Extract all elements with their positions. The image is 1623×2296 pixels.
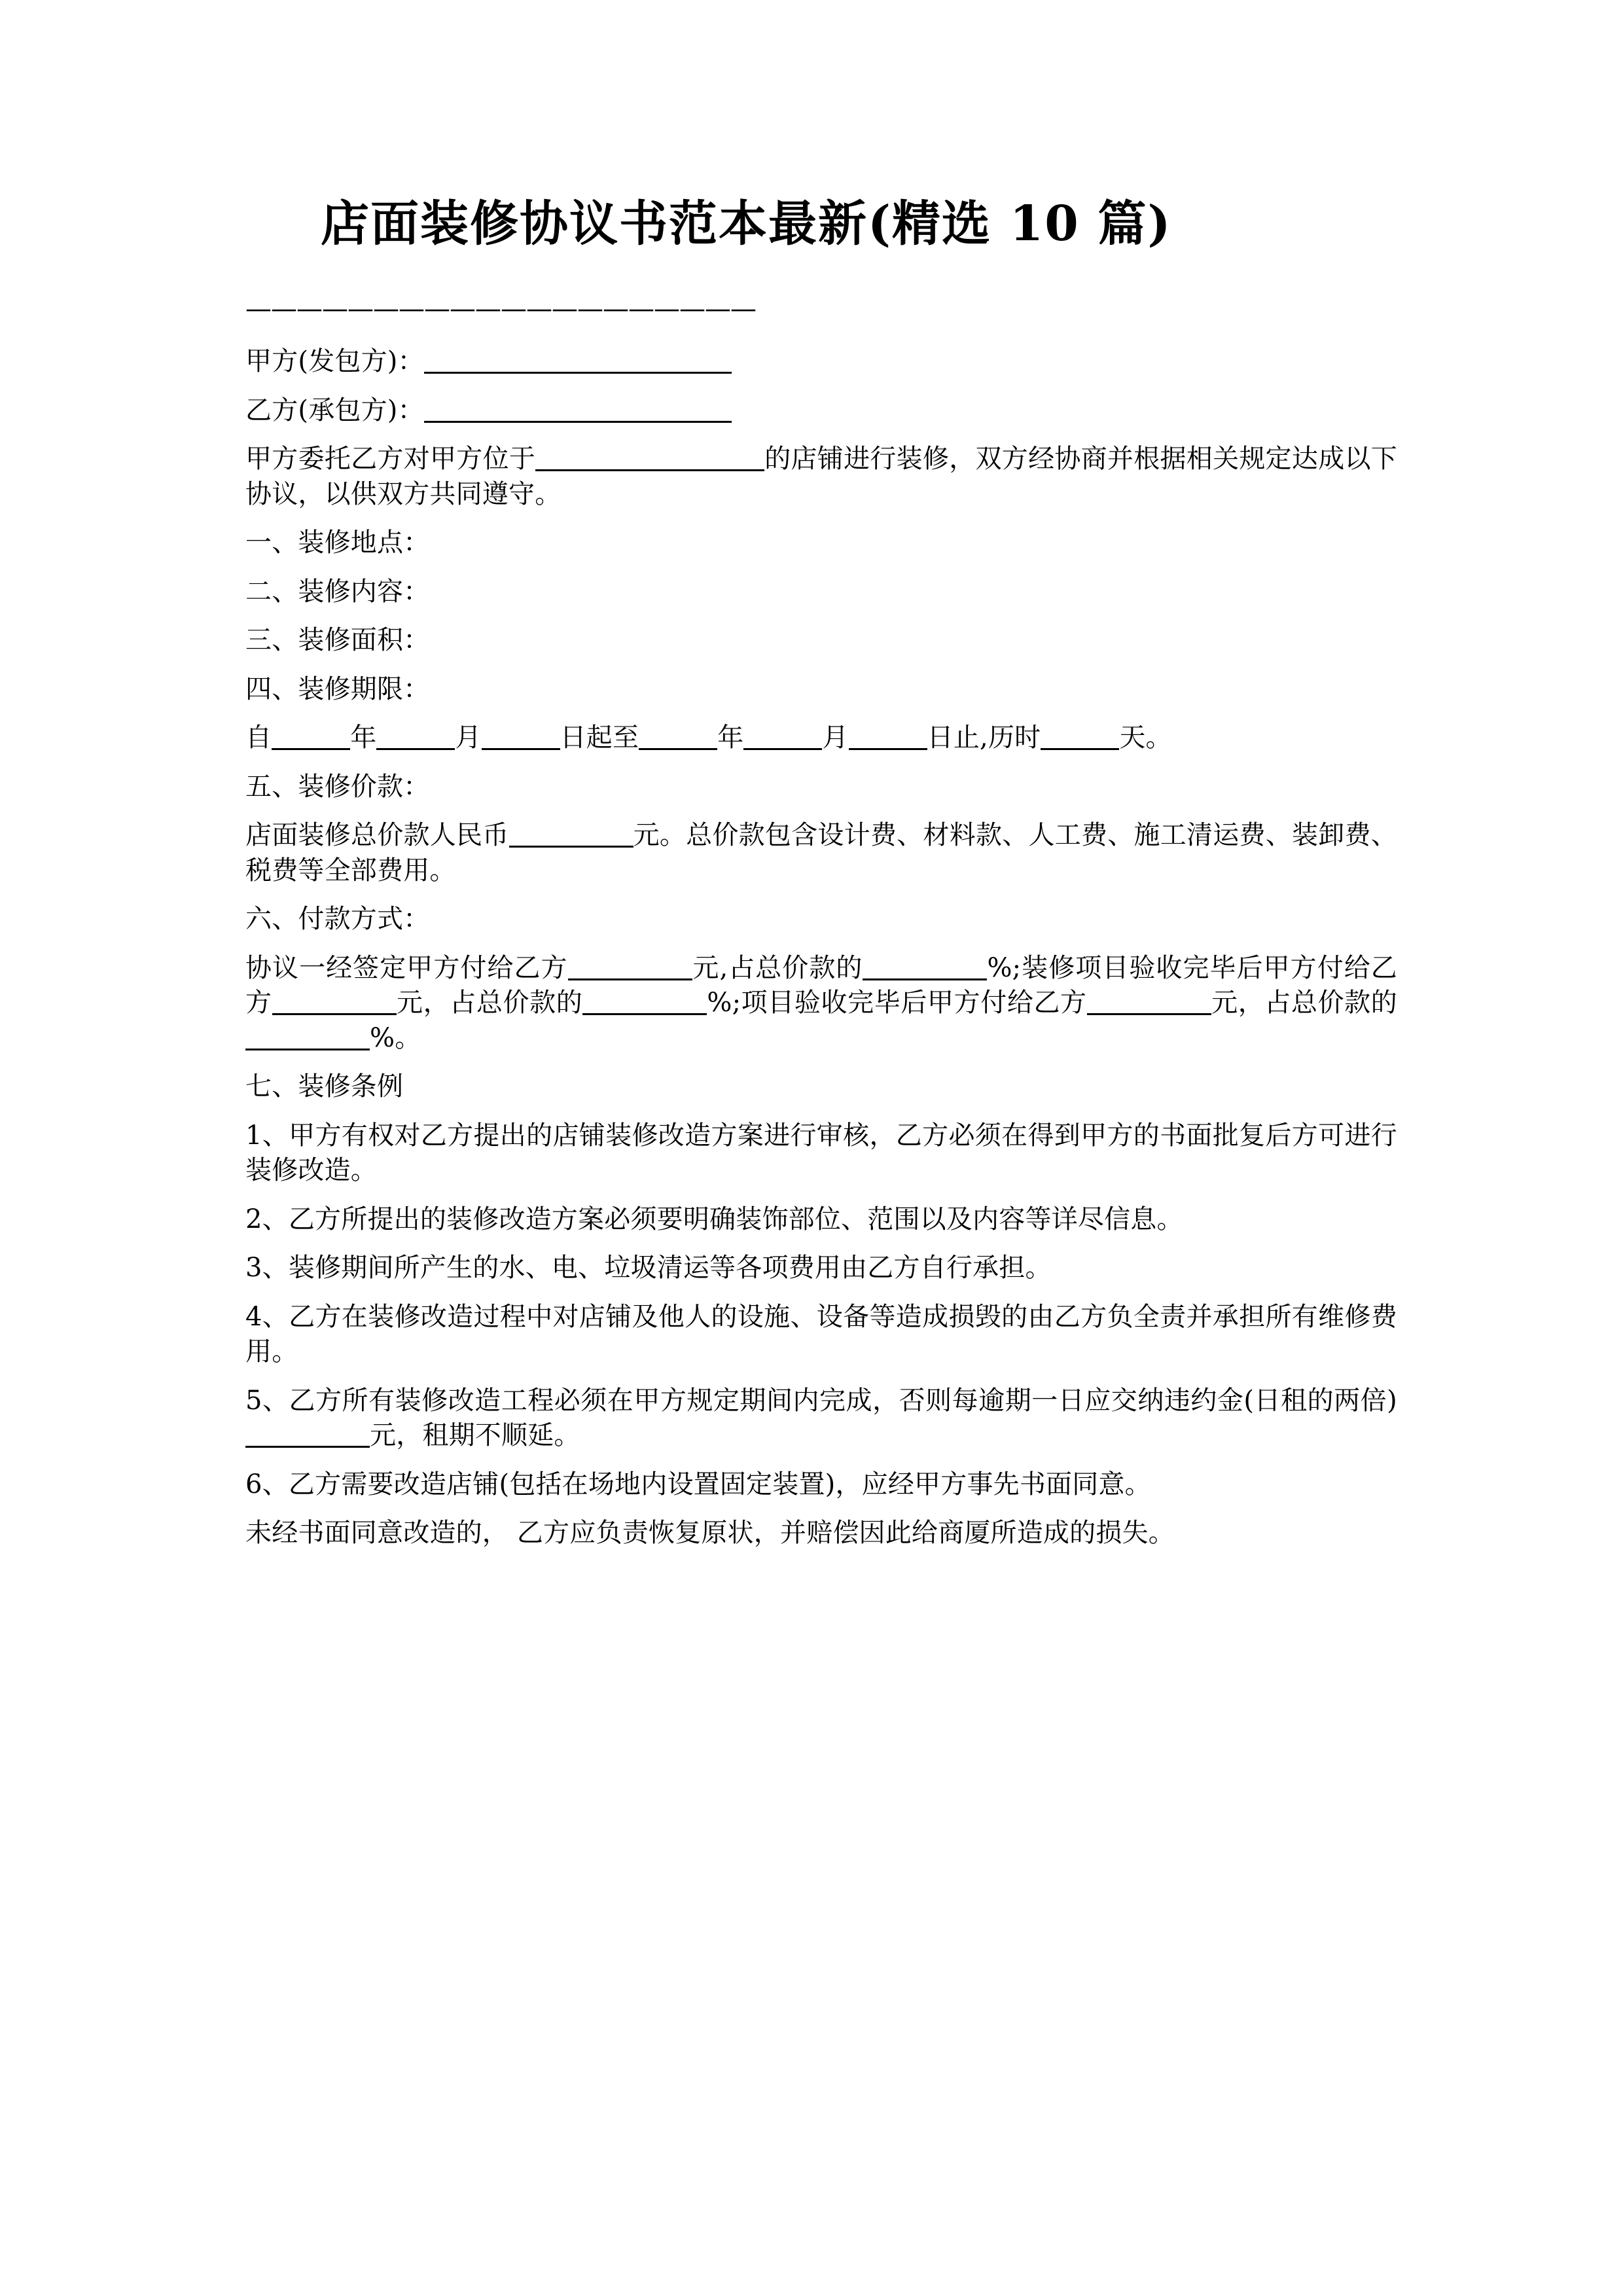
preamble-lead: 甲方委托乙方对甲方位于 <box>245 444 536 474</box>
party-b-label: 乙方(承包方)： <box>245 395 424 425</box>
section-heading-2: 二、装修内容： <box>245 576 430 607</box>
page-title: 店面装修协议书范本最新(精选 10 篇) <box>321 196 1172 252</box>
payment-part-3: %;装修项目验收完毕后甲方付给乙方 <box>245 952 1397 1018</box>
separator-rule: ———————————————————— <box>245 294 756 324</box>
payment-percent-2-blank[interactable] <box>582 994 707 1015</box>
party-b-line <box>245 393 1397 429</box>
duration-from-label: 自 <box>245 723 272 753</box>
price-paragraph <box>245 818 1397 888</box>
payment-paragraph <box>245 951 1397 1056</box>
section-heading-6: 六、付款方式： <box>245 904 430 934</box>
clause-item-4: 4、乙方在装修改造过程中对店铺及他人的设施、设备等造成损毁的由乙方负全责并承担所有维修费用。 <box>245 1301 1397 1367</box>
payment-part-1: 协议一经签定甲方付给乙方 <box>245 952 568 983</box>
preamble-tail: 的店铺进行装修，双方经协商并根据相关规定达成以下协议，以供双方共同遵守。 <box>245 444 1397 509</box>
payment-percent-1-blank[interactable] <box>863 959 987 980</box>
price-lead: 店面装修总价款人民币 <box>245 820 509 850</box>
section-heading-1: 一、装修地点： <box>245 528 430 558</box>
payment-part-7: %。 <box>370 1022 421 1053</box>
end-year-blank[interactable] <box>639 728 717 750</box>
price-tail: 元。总价款包含设计费、材料款、人工费、施工清运费、装卸费、税费等全部费用。 <box>245 820 1397 886</box>
year-label-start: 年 <box>350 723 377 753</box>
clause-5-tail: 元，租期不顺延。 <box>370 1420 580 1450</box>
payment-part-6: 元，占总价款的 <box>1211 988 1398 1018</box>
preamble-paragraph <box>245 442 1397 512</box>
payment-amount-1-blank[interactable] <box>568 959 692 980</box>
payment-amount-2-blank[interactable] <box>272 994 397 1015</box>
penalty-amount-blank[interactable] <box>245 1426 370 1448</box>
document-body <box>245 296 1397 1565</box>
year-label-end: 年 <box>717 723 744 753</box>
clause-item-1: 1、甲方有权对乙方提出的店铺装修改造方案进行审核，乙方必须在得到甲方的书面批复后方可进行装修改造。 <box>245 1120 1397 1185</box>
clause-item-3: 3、装修期间所产生的水、电、垃圾清运等各项费用由乙方自行承担。 <box>245 1253 1052 1283</box>
duration-total-label: 日止,历时 <box>927 723 1041 753</box>
clause-5-lead: 5、乙方所有装修改造工程必须在甲方规定期间内完成，否则每逾期一日应交纳违约金(日租的两倍) <box>245 1385 1397 1416</box>
party-a-blank[interactable] <box>424 352 732 374</box>
section-heading-5: 五、装修价款： <box>245 771 430 802</box>
total-days-blank[interactable] <box>1041 728 1119 750</box>
month-label-start: 月 <box>455 723 482 753</box>
party-a-label: 甲方(发包方)： <box>245 346 424 376</box>
clause-item-6 <box>245 1467 1397 1503</box>
section-heading-3: 三、装修面积： <box>245 625 430 655</box>
section-heading-4: 四、装修期限： <box>245 673 430 704</box>
clause-item-2: 2、乙方所提出的装修改造方案必须要明确装饰部位、范围以及内容等详尽信息。 <box>245 1204 1183 1234</box>
payment-part-2: 元,占总价款的 <box>692 952 863 983</box>
clause-item-5 <box>245 1384 1397 1454</box>
day-to-label: 日起至 <box>560 723 639 753</box>
section-heading-7: 七、装修条例 <box>245 1071 404 1102</box>
payment-part-5: %;项目验收完毕后甲方付给乙方 <box>707 988 1087 1018</box>
payment-percent-3-blank[interactable] <box>245 1029 370 1050</box>
clause-item-6-continued: 未经书面同意改造的， 乙方应负责恢复原状，并赔偿因此给商厦所造成的损失。 <box>245 1518 1175 1548</box>
start-day-blank[interactable] <box>482 728 560 750</box>
location-blank[interactable] <box>535 450 764 471</box>
end-day-blank[interactable] <box>849 728 927 750</box>
duration-line <box>245 721 1397 756</box>
days-label: 天。 <box>1119 723 1172 753</box>
party-b-blank[interactable] <box>424 401 732 423</box>
start-year-blank[interactable] <box>272 728 350 750</box>
end-month-blank[interactable] <box>743 728 822 750</box>
payment-part-4: 元，占总价款的 <box>396 988 583 1018</box>
party-a-line <box>245 344 1397 380</box>
clause-6-line-1: 6、乙方需要改造店铺(包括在场地内设置固定装置)，应经甲方事先书面同意。 <box>245 1469 1151 1499</box>
month-label-end: 月 <box>822 723 849 753</box>
start-month-blank[interactable] <box>376 728 455 750</box>
total-price-blank[interactable] <box>509 826 633 848</box>
payment-amount-3-blank[interactable] <box>1087 994 1211 1015</box>
